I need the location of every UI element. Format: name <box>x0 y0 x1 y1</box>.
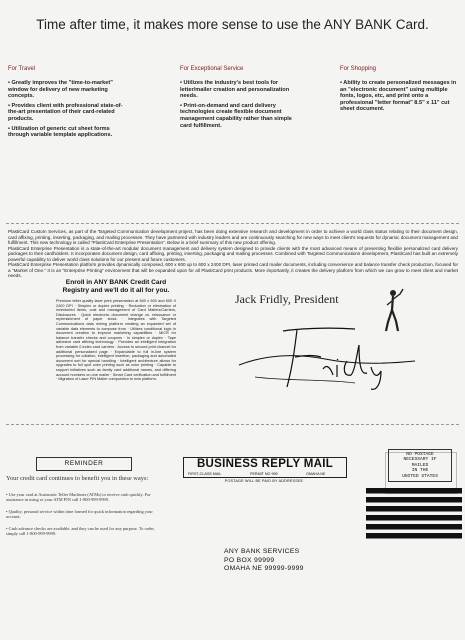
reminder-list <box>6 492 161 542</box>
column-item: • Utilizes the industry's best tools for letter/mailer creation and personalization needs. <box>180 80 290 100</box>
column-travel <box>8 66 126 142</box>
brm-city: OMAHA NE <box>306 472 326 476</box>
address-line: PO BOX 99999 <box>224 556 275 564</box>
paragraph: PlastiCard Enterprise Presentation platform provides dynamically composed, 600 x 600 up to 600 x 2400 DPI, laser printed card mailer documents, including convenience and balance transfer check production, focused for a "Market of One." It is an "Enterprise Printing" environment that will be expanded upon for all PlastiCard print products. More importantly, it creates the delivery platform from which we can grow to meet client and market needs. <box>8 262 458 278</box>
brm-details <box>183 471 347 478</box>
column-item: • Print-on-demand and card delivery technologies create flexible document management capability rather than simple card fulfillment. <box>180 102 292 129</box>
reminder-item: • Cash advance checks are available, and they can be used for any purpose. To order, simply call 1-800-999-9999. <box>6 525 155 537</box>
signature <box>235 325 425 395</box>
paragraph: PlastiCard Enterprise Presentation is a state-of-the-art modular document management and delivery system designed to provide clients with the most advanced means of presenting flexible personalized card delivery packages to their cardholders. It incorporates document design, card affixing, printing, inserting, packaging and mailing processes. Combined with Targeted Communications development, PlastiCard has built an extremely powerful capability to deliver world class solutions for our present and future customers. <box>8 245 458 262</box>
return-address <box>224 548 304 574</box>
president-name: Jack Fridly, President <box>235 292 339 306</box>
address-line: ANY BANK SERVICES <box>224 548 300 555</box>
column-service <box>180 66 298 132</box>
column-item: • Utilization of generic cut sheet forms through variable template applications. <box>8 125 113 139</box>
reminder-title: Your credit card continues to benefit you in these ways: <box>6 475 149 482</box>
paragraph: PlastiCard Custom Services, as part of the Targeted Communication development project, has been doing extensive research and development in order to achieve a world class status relating to their document design, card affixing, printing, inserting, packaging, and mailing processes. They have partnered with industry leaders and are continuously searching for new ways to meet client's requests for dynamic document management and fulfillment. This new technology is called "PlastiCard Enterprise Presentation". Below is a brief summary of this new product offering. <box>8 229 458 245</box>
column-title: For Shopping <box>340 66 377 72</box>
headline: Time after time, it makes more sense to use the ANY BANK Card. <box>36 17 429 32</box>
fim-bars <box>366 488 462 540</box>
brm-postage-note: POSTAGE WILL BE PAID BY ADDRESSEE <box>224 479 304 483</box>
column-title: For Travel <box>8 66 36 72</box>
enroll-body: Premium letter quality laser print presentation at 600 x 600 and 600 X 2400 DPI · Simplex or duplex printing · Reduction or elimination of inventoried items, cost and management of Card Mailers/Carriers, Disclosures · Quick electronic document change vs. reissuance or replenishment of paper stock · Integrates with Targeted Communications data mining platform creating an expanded set of variable data elements to compose from · Utilizes conditional logic in document creation to improve marketing capabilities · MICR for balance transfer checks and coupons · In simplex or duplex · Tape adhesive card affixing technology · Provides an intelligent integration from variable 0 index card carriers · Access to second print channel for additional personalized page · Expandable to full in-line system processing for collation, intelligent insertion, packaging and automated document sort for special handling · Intelligent architecture allows for upgrades to full spot color printing such as color printing · Capable to support initiatives such as family card additional names, and differing account numbers on one mailer · Smart Card verification and fulfillment · Migration of Laser PIN Mailer composition to new platform. <box>56 299 176 382</box>
reminder-item: • Quality, personal service within time framed for quick information regarding your account. <box>6 508 153 520</box>
no-postage-box <box>388 449 452 482</box>
reminder-item: • Use your card at Automatic Teller Machines (ATMs) to receive cash quickly. For assistance in using or your ATM PIN call 1-800-999-9999. <box>6 492 151 503</box>
brm-permit: PERMIT NO 999 <box>250 472 278 476</box>
brm-title: BUSINESS REPLY MAIL <box>183 457 347 471</box>
column-item: • Greatly improves the "time-to-market" window for delivery of new marketing concepts. <box>8 80 113 100</box>
no-postage-line: NO POSTAGE <box>406 452 434 457</box>
column-title: For Exceptional Service <box>180 66 244 72</box>
no-postage-line: IN THE <box>411 468 429 474</box>
column-item: • Provides client with professional state-of-the-art presentation of their card-related products. <box>8 102 123 122</box>
reminder-label: REMINDER <box>36 457 132 471</box>
divider <box>6 223 459 224</box>
column-item: • Ability to create personalized messages in an "electronic document" using multiple fonts, logos, etc, and print onto a professional "letter format" 8.5" x 11" cut sheet document. <box>340 80 457 113</box>
no-postage-line: MAILED <box>411 462 429 468</box>
no-postage-line: NECESSARY IF <box>403 457 437 463</box>
no-postage-line: UNITED STATES <box>402 473 438 479</box>
perforation-line <box>6 424 459 425</box>
brm-class: FIRST-CLASS MAIL <box>188 472 222 476</box>
column-shopping <box>340 66 458 116</box>
enroll-heading: Enroll in ANY BANK Credit Card Registry and we'll do it all for you. <box>62 279 170 294</box>
address-line: OMAHA NE 99999-9999 <box>224 565 304 573</box>
intro-paragraphs <box>8 229 458 279</box>
